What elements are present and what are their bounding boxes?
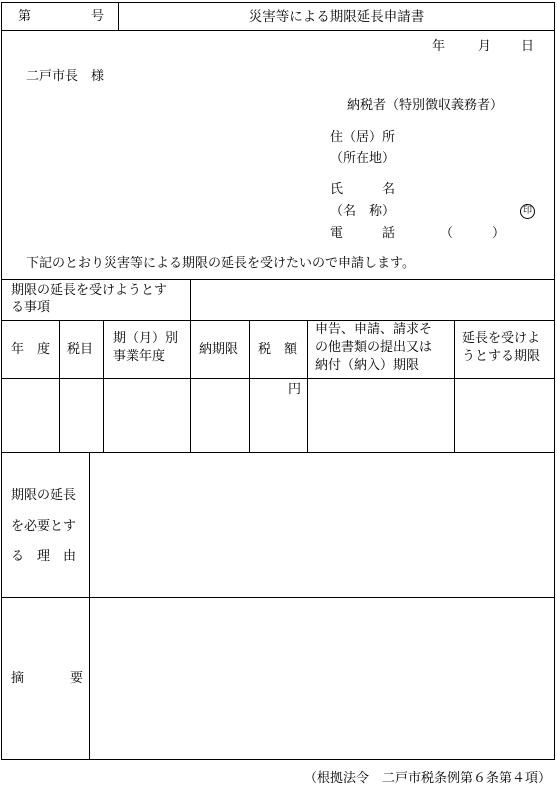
col-filing-header-line1: 申告、申請、請求そ bbox=[315, 322, 433, 337]
number-prefix: 第 bbox=[18, 9, 32, 24]
cell-filing-deadline[interactable] bbox=[308, 379, 454, 452]
remarks-label-char1: 摘 bbox=[11, 671, 25, 686]
address-label: 住（居）所 bbox=[330, 130, 396, 145]
cell-amount[interactable] bbox=[250, 379, 307, 452]
col-period-header-line2: 事業年度 bbox=[113, 349, 166, 364]
reason-label-line2: を必要とす bbox=[11, 519, 77, 534]
col-tax-item-header: 税目 bbox=[67, 342, 94, 357]
col-period-header-line1: 期（月）別 bbox=[113, 331, 179, 346]
col-extension-header-line1: 延長を受けよ bbox=[462, 331, 541, 346]
number-suffix: 号 bbox=[91, 9, 105, 24]
col-filing-header-line3: 納付（納入）期限 bbox=[315, 358, 420, 373]
remarks-input-cell[interactable] bbox=[90, 598, 554, 759]
seal-mark bbox=[520, 204, 535, 219]
reason-label-line1: 期限の延長 bbox=[11, 488, 77, 503]
applicant-heading: 納税者（特別徴収義務者） bbox=[347, 98, 504, 113]
legal-basis-note: （根拠法令 二戸市税条例第６条第４項） bbox=[303, 771, 551, 786]
phone-parentheses: （ ） bbox=[440, 226, 506, 241]
date-day-label: 日 bbox=[521, 39, 535, 54]
phone-label: 電 話 bbox=[330, 226, 396, 241]
col-filing-header-line2: の他書類の提出又は bbox=[315, 340, 433, 355]
address-sub-label: （所在地） bbox=[330, 151, 396, 166]
date-month-label: 月 bbox=[478, 39, 492, 54]
cell-year[interactable] bbox=[2, 379, 59, 452]
cell-due[interactable] bbox=[191, 379, 249, 452]
item-input-cell[interactable] bbox=[191, 280, 554, 320]
cell-extension-deadline[interactable] bbox=[455, 379, 554, 452]
seal-label: 印 bbox=[522, 206, 532, 216]
col-due-header: 納期限 bbox=[199, 342, 239, 357]
cell-tax-item[interactable] bbox=[60, 379, 103, 452]
reason-label-line3: る 理 由 bbox=[11, 549, 77, 564]
cell-period[interactable] bbox=[104, 379, 190, 452]
reason-input-cell[interactable] bbox=[90, 453, 554, 597]
name-sub-label: （名 称） bbox=[330, 204, 396, 219]
yen-unit: 円 bbox=[287, 382, 301, 397]
col-extension-header-line2: うとする期限 bbox=[462, 349, 541, 364]
col-year-header: 年 度 bbox=[11, 342, 51, 357]
item-label-line1: 期限の延長を受けようとす bbox=[11, 283, 168, 298]
remarks-label-char2: 要 bbox=[70, 671, 84, 686]
name-label: 氏 名 bbox=[330, 182, 396, 197]
form-title: 災害等による期限延長申請書 bbox=[248, 9, 425, 25]
col-amount-header: 税 額 bbox=[258, 342, 298, 357]
date-year-label: 年 bbox=[432, 39, 446, 54]
addressee: 二戸市長 様 bbox=[26, 69, 105, 84]
item-label-line2: る事項 bbox=[11, 300, 51, 315]
request-statement: 下記のとおり災害等による期限の延長を受けたいので申請します。 bbox=[26, 256, 415, 271]
